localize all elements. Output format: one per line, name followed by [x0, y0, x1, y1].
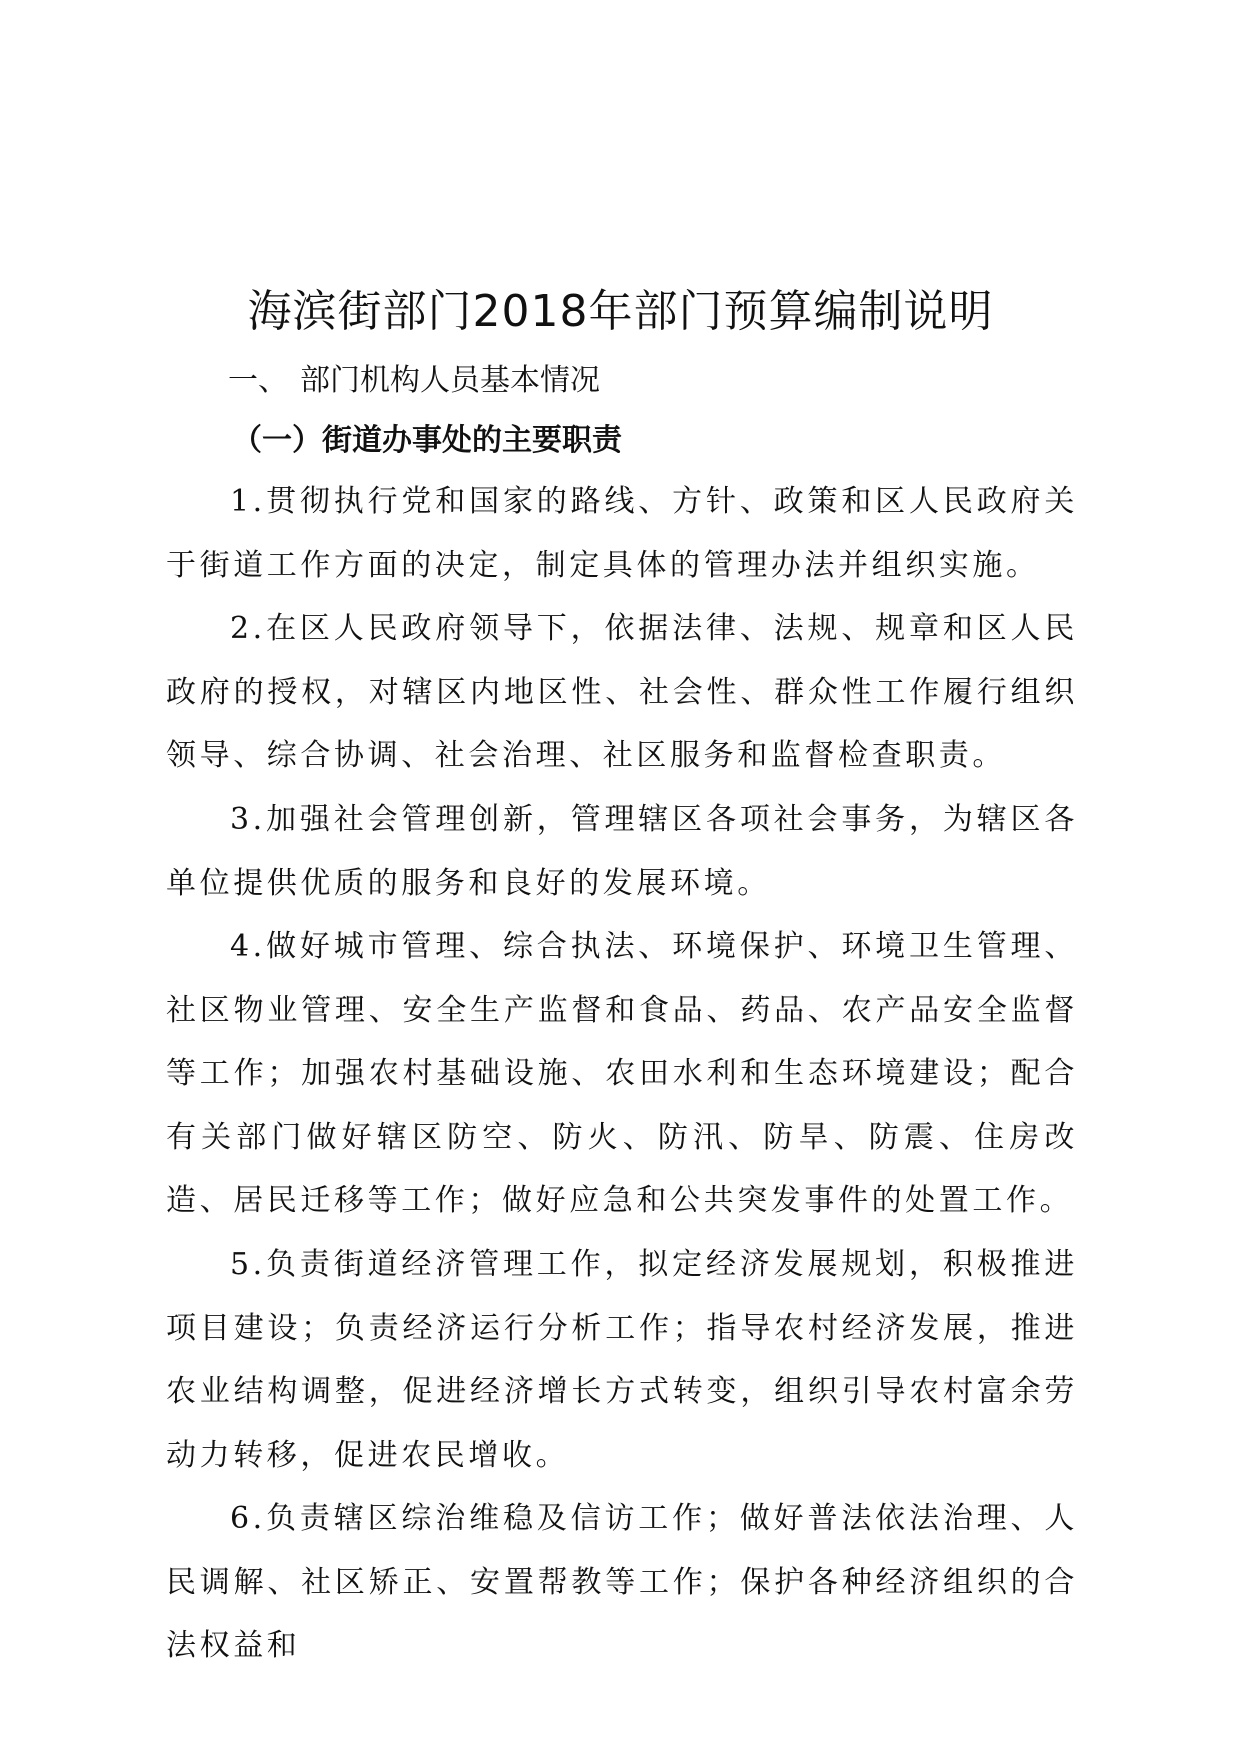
- paragraph-item-6: 6.负责辖区综治维稳及信访工作；做好普法依法治理、人民调解、社区矫正、安置帮教等工作；保护各种经济组织的合法权益和: [166, 1501, 1078, 1663]
- document-title: 海滨街部门2018年部门预算编制说明: [247, 286, 994, 337]
- section-heading-text: 部门机构人员基本情况: [300, 363, 600, 398]
- paragraph-item-3: 3.加强社会管理创新，管理辖区各项社会事务，为辖区各单位提供优质的服务和良好的发展环境。: [166, 802, 1078, 901]
- section-number: 一、: [228, 363, 288, 398]
- paragraph-item-1: 1.贯彻执行党和国家的路线、方针、政策和区人民政府关于街道工作方面的决定，制定具体的管理办法并组织实施。: [166, 484, 1078, 583]
- section-heading: [228, 360, 600, 402]
- paragraph-item-4: 4.做好城市管理、综合执法、环境保护、环境卫生管理、社区物业管理、安全生产监督和食品、药品、农产品安全监督等工作；加强农村基础设施、农田水利和生态环境建设；配合有关部门做好辖区防空、防火、防汛、防旱、防震、住房改造、居民迁移等工作；做好应急和公共突发事件的处置工作。: [166, 929, 1078, 1218]
- paragraph-item-2: 2.在区人民政府领导下，依据法律、法规、规章和区人民政府的授权，对辖区内地区性、社会性、群众性工作履行组织领导、综合协调、社会治理、社区服务和监督检查职责。: [166, 611, 1078, 773]
- paragraph-item-5: 5.负责街道经济管理工作，拟定经济发展规划，积极推进项目建设；负责经济运行分析工作；指导农村经济发展，推进农业结构调整，促进经济增长方式转变，组织引导农村富余劳动力转移，促进农民增收。: [166, 1247, 1078, 1473]
- subsection-heading: （一）街道办事处的主要职责: [232, 423, 622, 458]
